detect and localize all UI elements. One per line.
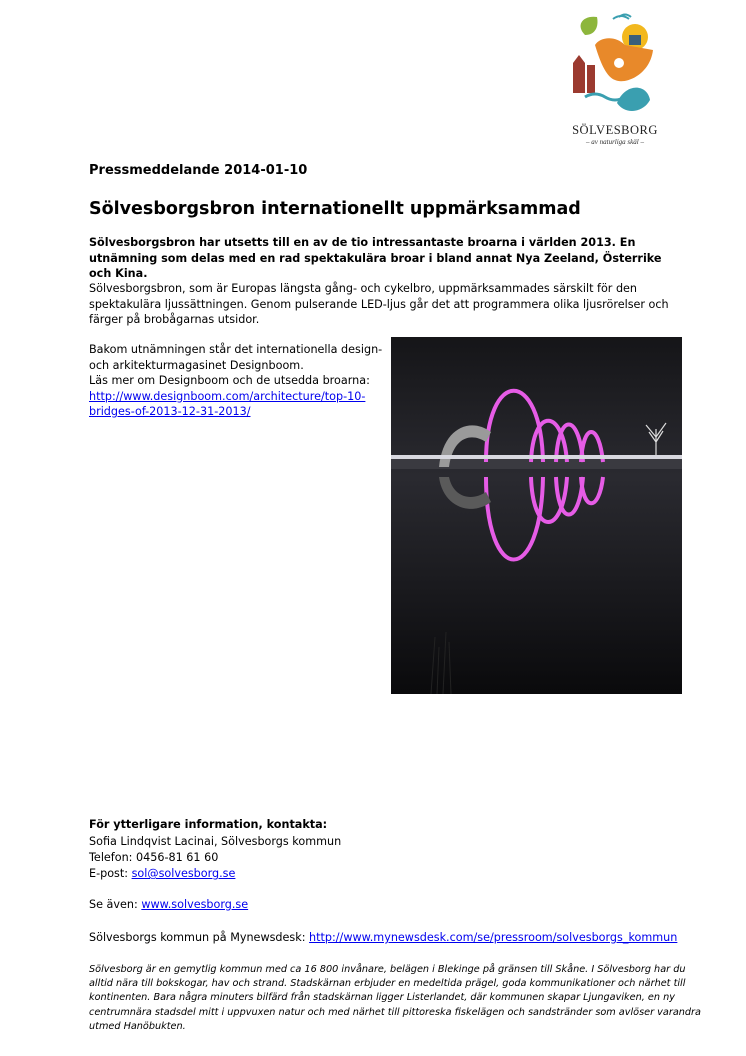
see-also-label: Se även: <box>89 898 142 911</box>
mynewsdesk-label: Sölvesborgs kommun på Mynewsdesk: <box>89 931 310 944</box>
contact-phone: Telefon: 0456-81 61 60 <box>89 851 219 864</box>
read-more-text: Läs mer om Designboom och de utsedda broarna: <box>89 374 370 387</box>
website-link[interactable]: www.solvesborg.se <box>141 898 249 911</box>
page-title: Sölvesborgsbron internationellt uppmärksammad <box>89 199 581 219</box>
body-paragraph-3 <box>89 373 384 420</box>
body-paragraph-2: Bakom utnämningen står det internationella design- och arkitekturmagasinet Designboom. <box>89 343 383 372</box>
logo-name: SÖLVESBORG <box>572 123 658 137</box>
email-label: E-post: <box>89 867 132 880</box>
about-paragraph: Sölvesborg är en gemytlig kommun med ca 16 800 invånare, belägen i Blekinge på gränsen till Skåne. I Sölvesborg har du alltid nära till bokskogar, hav och strand. Stadskärnan erbjuder en medeltida prägel, goda kommunikationer och närhet till kontinenten. Bara några minuters bilfärd från stadskärnan ligger Listerlandet, där kommunen skapar Ljungaviken, en ny centrumnära stadsdel mitt i uppvuxen natur och med närhet till pittoreska fiskelägen och sandstränder som avlöser varandra utmed Hanöbukten. <box>89 964 701 1032</box>
logo-tagline: – av naturliga skäl – <box>586 138 644 146</box>
contact-heading: För ytterligare information, kontakta: <box>89 818 328 831</box>
email-link[interactable]: sol@solvesborg.se <box>131 867 236 880</box>
mynewsdesk-link[interactable]: http://www.mynewsdesk.com/se/pressroom/solvesborgs_kommun <box>309 931 678 944</box>
contact-email-line <box>89 866 235 882</box>
release-date: Pressmeddelande 2014-01-10 <box>89 163 308 178</box>
solvesborg-logo <box>555 5 675 150</box>
lead-paragraph: Sölvesborgsbron har utsetts till en av de tio intressantaste broarna i världen 2013. En utnämning som delas med en rad spektakulära broar i bland annat Nya Zeeland, Österrike och Kina. <box>89 236 662 280</box>
contact-name: Sofia Lindqvist Lacinai, Sölvesborgs kommun <box>89 835 342 848</box>
designboom-link[interactable]: http://www.designboom.com/architecture/top-10-bridges-of-2013-12-31-2013/ <box>89 389 366 418</box>
bridge-photo <box>391 337 682 694</box>
logo-emblem-icon <box>555 5 675 123</box>
body-paragraph-1: Sölvesborgsbron, som är Europas längsta gång- och cykelbro, uppmärksammades särskilt för den spektakulära ljussättningen. Genom pulserande LED-ljus går det att programmera olika ljusrörelser och färger på brobågarnas utsidor. <box>89 282 669 326</box>
mynewsdesk-line <box>89 930 677 946</box>
bridge-illustration <box>391 337 682 694</box>
see-also-line <box>89 897 248 913</box>
